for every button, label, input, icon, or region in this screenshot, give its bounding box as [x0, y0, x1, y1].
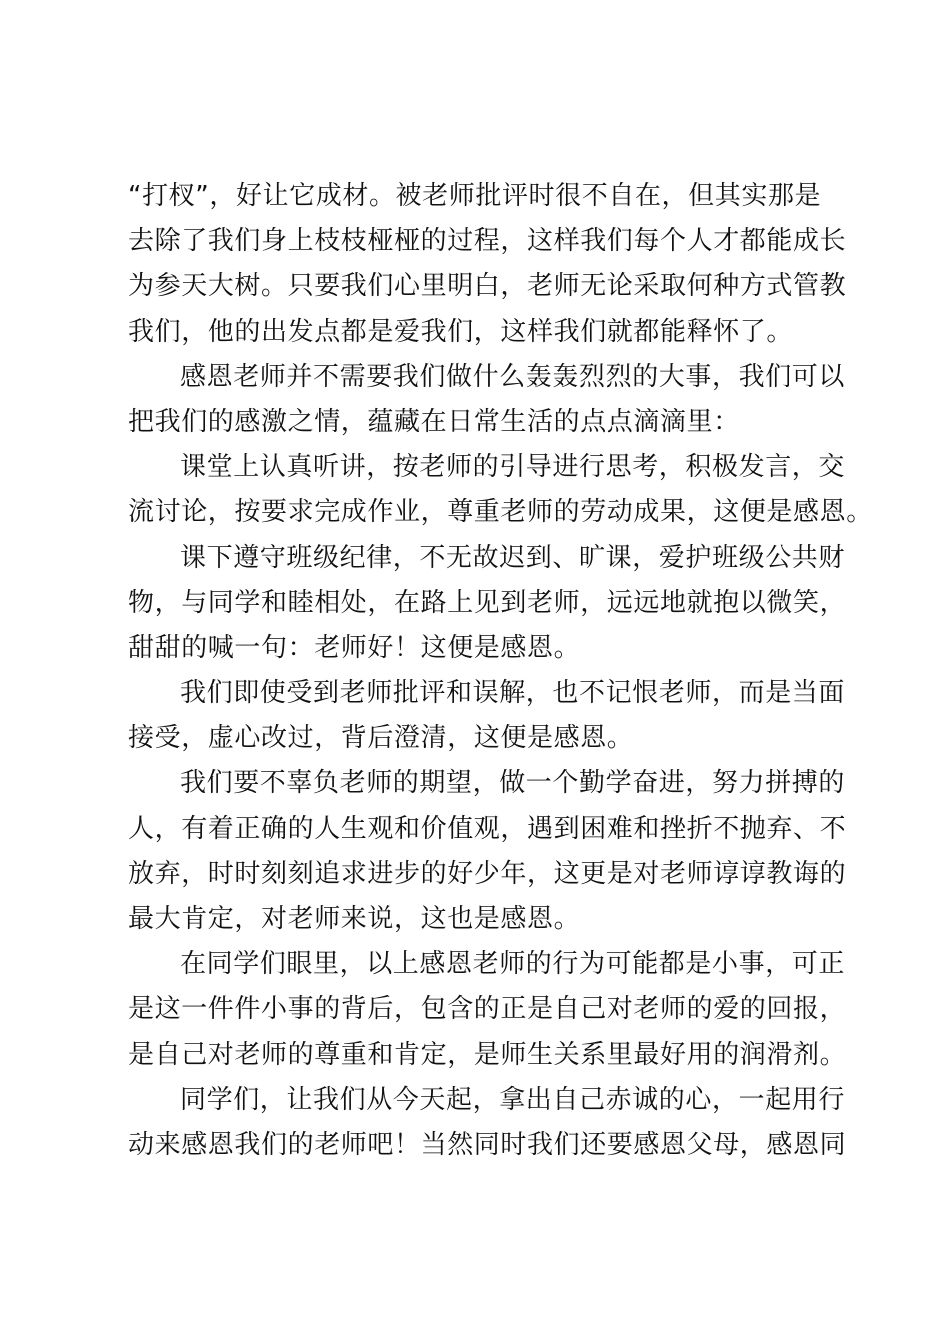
paragraph-first-line: 同学们，让我们从今天起，拿出自己赤诚的心，一起用行 — [180, 1084, 846, 1115]
text-line: 我们，他的出发点都是爱我们，这样我们就都能释怀了。 — [128, 316, 794, 347]
text-line: 接受，虚心改过，背后澄清，这便是感恩。 — [128, 723, 634, 754]
text-line: 甜甜的喊一句：老师好！这便是感恩。 — [128, 632, 581, 663]
body-text — [128, 174, 873, 1168]
text-line: 是自己对老师的尊重和肯定，是师生关系里最好用的润滑剂。 — [128, 1039, 847, 1070]
paragraph-first-line: 课下遵守班级纪律，不无故迟到、旷课，爱护班级公共财 — [180, 542, 846, 573]
paragraph-first-line: 我们要不辜负老师的期望，做一个勤学奋进，努力拼搏的 — [180, 768, 846, 799]
paragraph-first-line: 我们即使受到老师批评和误解，也不记恨老师，而是当面 — [180, 678, 846, 709]
text-line: 人，有着正确的人生观和价值观，遇到困难和挫折不抛弃、不 — [128, 813, 847, 844]
paragraph-first-line: 课堂上认真听讲，按老师的引导进行思考，积极发言，交 — [180, 452, 846, 483]
paragraph-first-line: 感恩老师并不需要我们做什么轰轰烈烈的大事，我们可以 — [180, 361, 846, 392]
text-line: 是这一件件小事的背后，包含的正是自己对老师的爱的回报， — [128, 994, 847, 1025]
text-line: 最大肯定，对老师来说，这也是感恩。 — [128, 904, 581, 934]
text-line: 去除了我们身上枝枝桠桠的过程，这样我们每个人才都能成长 — [128, 226, 847, 257]
text-line: 放弃，时时刻刻追求进步的好少年，这更是对老师谆谆教诲的 — [128, 858, 847, 889]
paragraph-first-line: 在同学们眼里，以上感恩老师的行为可能都是小事，可正 — [180, 949, 846, 980]
text-line: 动来感恩我们的老师吧！当然同时我们还要感恩父母，感恩同 — [128, 1129, 847, 1160]
text-line: 物，与同学和睦相处，在路上见到老师，远远地就抱以微笑， — [128, 587, 847, 618]
text-line: 把我们的感激之情，蕴藏在日常生活的点点滴滴里： — [128, 406, 740, 437]
text-line: 为参天大树。只要我们心里明白，老师无论采取何种方式管教 — [128, 271, 847, 302]
text-line: 流讨论，按要求完成作业，尊重老师的劳动成果，这便是感恩。 — [128, 497, 873, 528]
text-line: “打杈”，好让它成材。被老师批评时很不自在，但其实那是 — [128, 181, 822, 211]
